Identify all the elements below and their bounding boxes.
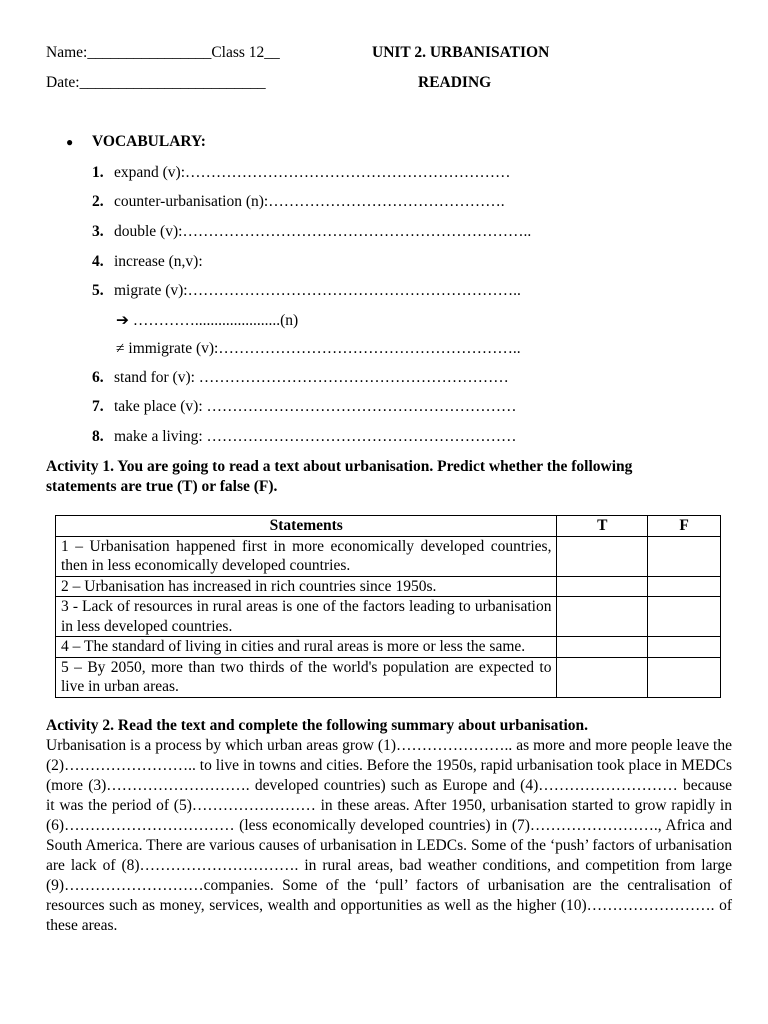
activity1-title: Activity 1. You are going to read a text about urbanisation. Predict whether the following statements are true (T) or false (F).	[46, 458, 633, 495]
table-row	[56, 576, 721, 597]
false-answer-cell[interactable]	[648, 576, 721, 597]
table-row	[56, 637, 721, 658]
vocab-number: 2.	[92, 193, 104, 210]
vocab-text: increase (n,v):	[114, 253, 203, 270]
vocab-item	[92, 282, 521, 300]
activity2-title: Activity 2. Read the text and complete the following summary about urbanisation.	[46, 717, 589, 734]
false-answer-cell[interactable]	[648, 597, 721, 637]
false-answer-cell[interactable]	[648, 657, 721, 697]
vocab-text: double (v):…………………………………………………………..	[114, 223, 532, 240]
vocab-number: 7.	[92, 398, 104, 415]
true-answer-cell[interactable]	[557, 657, 648, 697]
vocabulary-heading: VOCABULARY:	[92, 133, 206, 150]
vocab-item	[92, 193, 505, 211]
vocab-text: take place (v): ……………………………………………………	[114, 398, 517, 415]
false-header: F	[648, 516, 721, 537]
summary-paragraph: Urbanisation is a process by which urban areas grow (1)………………….. as more and more people leave the (2)…………………….. to live in towns and cities. Before the 1950s, rapid urbanisation took place in MEDCs (more (3)………………………. developed countries) such as Europe and (4)……………………… because it was the period of (5)…………………… in these areas. After 1950, urbanisation started to grow rapidly in (6)…………………………… (less economically developed countries) in (7)……………………., Africa and South America. There are various causes of urbanisation in LEDCs. Some of the ‘push’ factors of urbanisation are lack of (8)…………………………. in rural areas, bad weather conditions, and competition from large (9)………………………companies. Some of the ‘pull’ factors of urbanisation are the centralisation of resources such as money, services, wealth and opportunities as well as the higher (10)……………………. of these areas.	[46, 737, 732, 934]
vocab-text: expand (v):………………………………………………………	[114, 164, 511, 181]
vocab-number: 1.	[92, 164, 104, 181]
section-title: READING	[418, 74, 492, 91]
statements-header: Statements	[56, 516, 557, 537]
vocab-number: 6.	[92, 369, 104, 386]
vocab-item	[92, 253, 203, 271]
true-answer-cell[interactable]	[557, 637, 648, 658]
vocab-text: counter-urbanisation (n):……………………………………….	[114, 193, 505, 210]
vocab-item	[92, 164, 511, 182]
true-header: T	[557, 516, 648, 537]
statement-cell: 5 – By 2050, more than two thirds of the world's population are expected to live in urban areas.	[56, 657, 557, 697]
unit-title: UNIT 2. URBANISATION	[372, 44, 550, 61]
table-header-row	[56, 516, 721, 537]
vocab-number: 8.	[92, 428, 104, 445]
statement-cell: 4 – The standard of living in cities and rural areas is more or less the same.	[56, 637, 557, 658]
false-answer-cell[interactable]	[648, 637, 721, 658]
true-answer-cell[interactable]	[557, 576, 648, 597]
statement-cell: 1 – Urbanisation happened first in more economically developed countries, then in less economically developed countries.	[56, 536, 557, 576]
vocab-item	[92, 398, 517, 416]
vocab-sub-noun: ➔ …………......................(n)	[116, 312, 299, 329]
true-answer-cell[interactable]	[557, 536, 648, 576]
vocab-text: migrate (v):………………………………………………………..	[114, 282, 521, 299]
true-answer-cell[interactable]	[557, 597, 648, 637]
statement-cell: 2 – Urbanisation has increased in rich countries since 1950s.	[56, 576, 557, 597]
bullet-icon: ●	[66, 135, 74, 149]
statement-cell: 3 - Lack of resources in rural areas is one of the factors leading to urbanisation in less developed countries.	[56, 597, 557, 637]
vocab-item	[92, 369, 509, 387]
date-line: Date:________________________	[46, 74, 266, 91]
vocab-text: stand for (v): ……………………………………………………	[114, 369, 509, 386]
vocab-number: 4.	[92, 253, 104, 270]
vocab-sub-opposite: ≠ immigrate (v):…………………………………………………..	[116, 340, 521, 357]
vocab-item	[92, 428, 517, 446]
vocab-number: 3.	[92, 223, 104, 240]
false-answer-cell[interactable]	[648, 536, 721, 576]
vocab-text: make a living: ……………………………………………………	[114, 428, 517, 445]
table-row	[56, 597, 721, 637]
table-row	[56, 536, 721, 576]
table-row	[56, 657, 721, 697]
vocab-number: 5.	[92, 282, 104, 299]
name-class-line: Name:________________Class 12__	[46, 44, 280, 61]
vocab-item	[92, 223, 531, 241]
statements-table	[55, 515, 721, 698]
